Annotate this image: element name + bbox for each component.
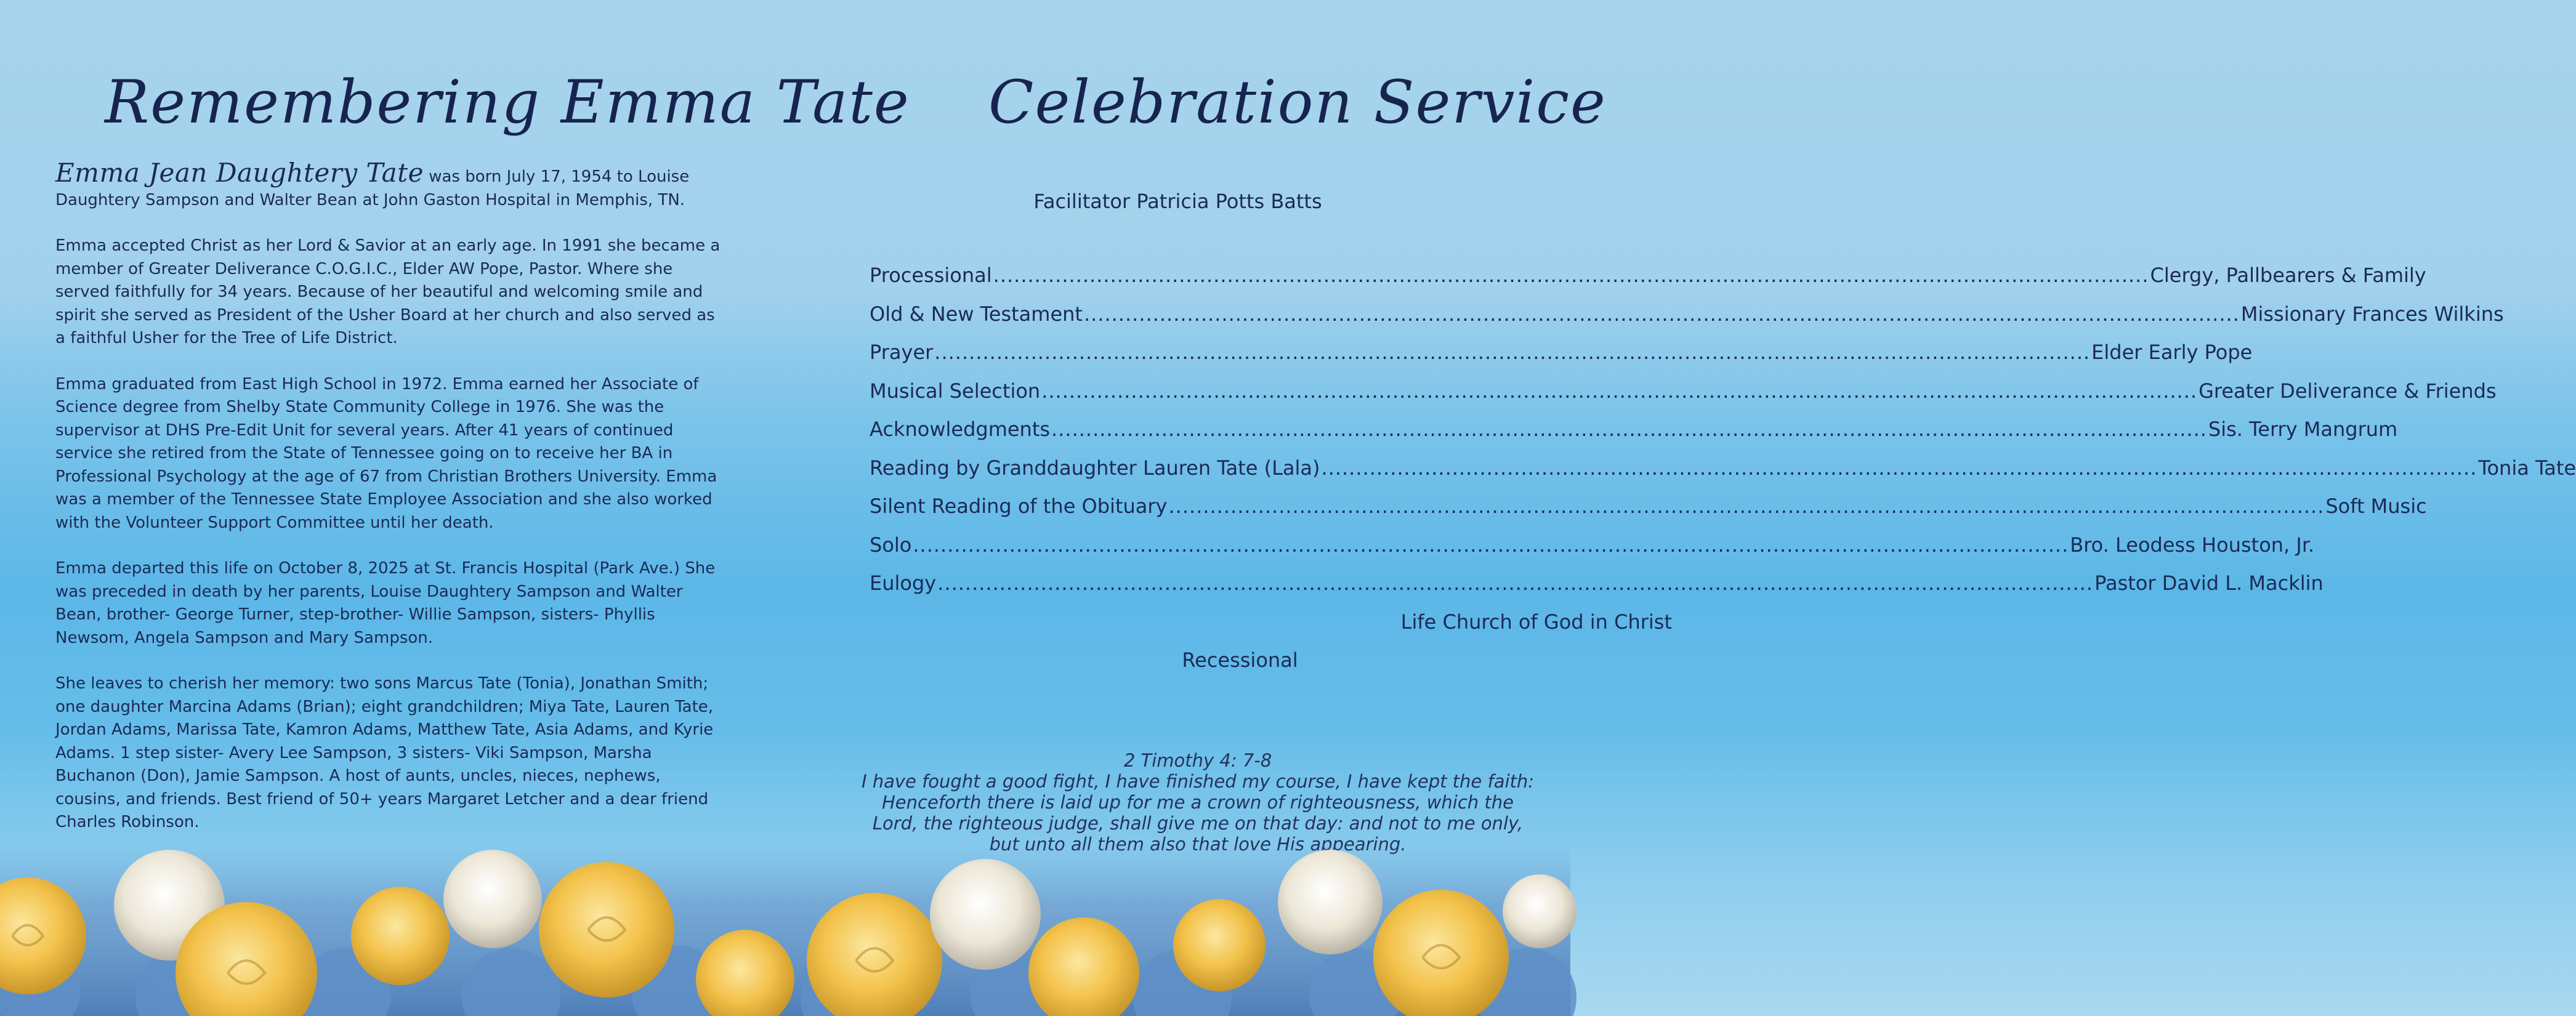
program-item: Reading by Granddaughter Lauren Tate (Lala) bbox=[870, 456, 1320, 480]
scripture-text: I have fought a good fight, I have finished my course, I have kept the faith: Henceforth there is laid up for me a crown of righteousness, which the Lord, the righteous judge, shall give me on that day: and not to me only, bbox=[861, 771, 1535, 834]
dot-leader bbox=[1321, 456, 2477, 480]
dot-leader bbox=[1041, 379, 2197, 403]
program-item: Prayer bbox=[870, 341, 934, 364]
program-person: Sis. Terry Mangrum bbox=[2208, 417, 2398, 441]
program-item: Eulogy bbox=[870, 571, 937, 595]
program-person: Soft Music bbox=[2325, 494, 2427, 518]
program-person: Clergy, Pallbearers & Family bbox=[2150, 264, 2426, 287]
program-item: Silent Reading of the Obituary bbox=[870, 494, 1168, 518]
program-row bbox=[870, 456, 2576, 495]
program-person: Greater Deliverance & Friends bbox=[2198, 379, 2497, 403]
program-row bbox=[870, 417, 2398, 456]
facilitator: Facilitator Patricia Potts Batts bbox=[1033, 190, 1322, 213]
program-item: Old & New Testament bbox=[870, 302, 1083, 326]
obituary-paragraph-4: Emma departed this life on October 8, 2025 at St. Francis Hospital (Park Ave.) She was preceded in death by her parents, Louise Daughtery Sampson and Walter Bean, brother- George Turner, step-brother- Willie Sampson, sisters- Phyllis Newsom, Angela Sampson and Mary Sampson. bbox=[55, 559, 716, 647]
order-of-service bbox=[870, 264, 2576, 687]
program-row bbox=[870, 341, 2253, 379]
eulogy-church: Life Church of God in Christ bbox=[1400, 610, 1672, 634]
program-person: Pastor David L. Macklin bbox=[2094, 571, 2324, 595]
dot-leader bbox=[1084, 302, 2240, 326]
rose-border-image bbox=[0, 844, 1570, 1016]
deceased-full-name: Emma Jean Daughtery Tate bbox=[55, 158, 424, 188]
obituary-paragraph-1 bbox=[55, 158, 727, 212]
recessional: Recessional bbox=[1182, 648, 1298, 672]
program-row bbox=[870, 302, 2504, 341]
program-item: Processional bbox=[870, 264, 992, 287]
dot-leader bbox=[993, 264, 2149, 287]
dot-leader bbox=[934, 341, 2090, 364]
obituary-text bbox=[55, 158, 727, 857]
dot-leader bbox=[937, 571, 2093, 595]
program-item: Solo bbox=[870, 533, 912, 557]
obituary-paragraph-3: Emma graduated from East High School in 1972. Emma earned her Associate of Science degree from Shelby State Community College in 1976. She was the supervisor at DHS Pre-Edit Unit for several years. After 41 years of continued service she retired from the State of Tennessee going on to receive her BA in Professional Psychology at the age of 67 from Christian Brothers University. Emma was a member of the Tennessee State Employee Association and she also worked with the Volunteer Support Committee until her death. bbox=[55, 374, 717, 532]
program-row bbox=[870, 533, 2315, 572]
dot-leader bbox=[1051, 417, 2207, 441]
scripture-reference: 2 Timothy 4: 7-8 bbox=[1123, 750, 1272, 771]
program-person: Missionary Frances Wilkins bbox=[2240, 302, 2504, 326]
obituary-paragraph-2: Emma accepted Christ as her Lord & Savior at an early age. In 1991 she became a member of Greater Deliverance C.O.G.I.C., Elder AW Pope, Pastor. Where she served faithfully for 34 years. Because of her beautiful and welcoming smile and spirit she served as President of the Usher Board at her church and also served as a faithful Usher for the Tree of Life District. bbox=[55, 236, 721, 347]
birth-info: was born July 17, 1954 to Louise Daughtery Sampson and Walter Bean at John Gaston Hospital in Memphis, TN. bbox=[55, 167, 690, 209]
program-item: Acknowledgments bbox=[870, 417, 1051, 441]
program-row bbox=[870, 571, 2324, 610]
obituary-paragraph-5: She leaves to cherish her memory: two sons Marcus Tate (Tonia), Jonathan Smith; one daughter Marcina Adams (Brian); eight grandchildren; Miya Tate, Lauren Tate, Jordan Adams, Marissa Tate, Kamron Adams, Matthew Tate, Asia Adams, and Kyrie Adams. 1 step sister- Avery Lee Sampson, 3 sisters- Viki Sampson, Marsha Buchanon (Don), Jamie Sampson. A host of aunts, uncles, nieces, nephews, cousins, and friends. Best friend of 50+ years Margaret Letcher and a dear friend Charles Robinson. bbox=[55, 674, 714, 831]
program-row bbox=[870, 494, 2427, 533]
program-row bbox=[870, 379, 2497, 418]
program-title: Celebration Service bbox=[988, 68, 1607, 137]
obituary-title: Remembering Emma Tate bbox=[105, 68, 910, 137]
program-person: Elder Early Pope bbox=[2091, 341, 2253, 364]
program-row bbox=[870, 264, 2426, 302]
dot-leader bbox=[1168, 494, 2324, 518]
dot-leader bbox=[913, 533, 2069, 557]
scripture-block bbox=[859, 750, 1536, 855]
program-person: Tonia Tate bbox=[2478, 456, 2576, 480]
program-person: Bro. Leodess Houston, Jr. bbox=[2070, 533, 2315, 557]
program-item: Musical Selection bbox=[870, 379, 1041, 403]
